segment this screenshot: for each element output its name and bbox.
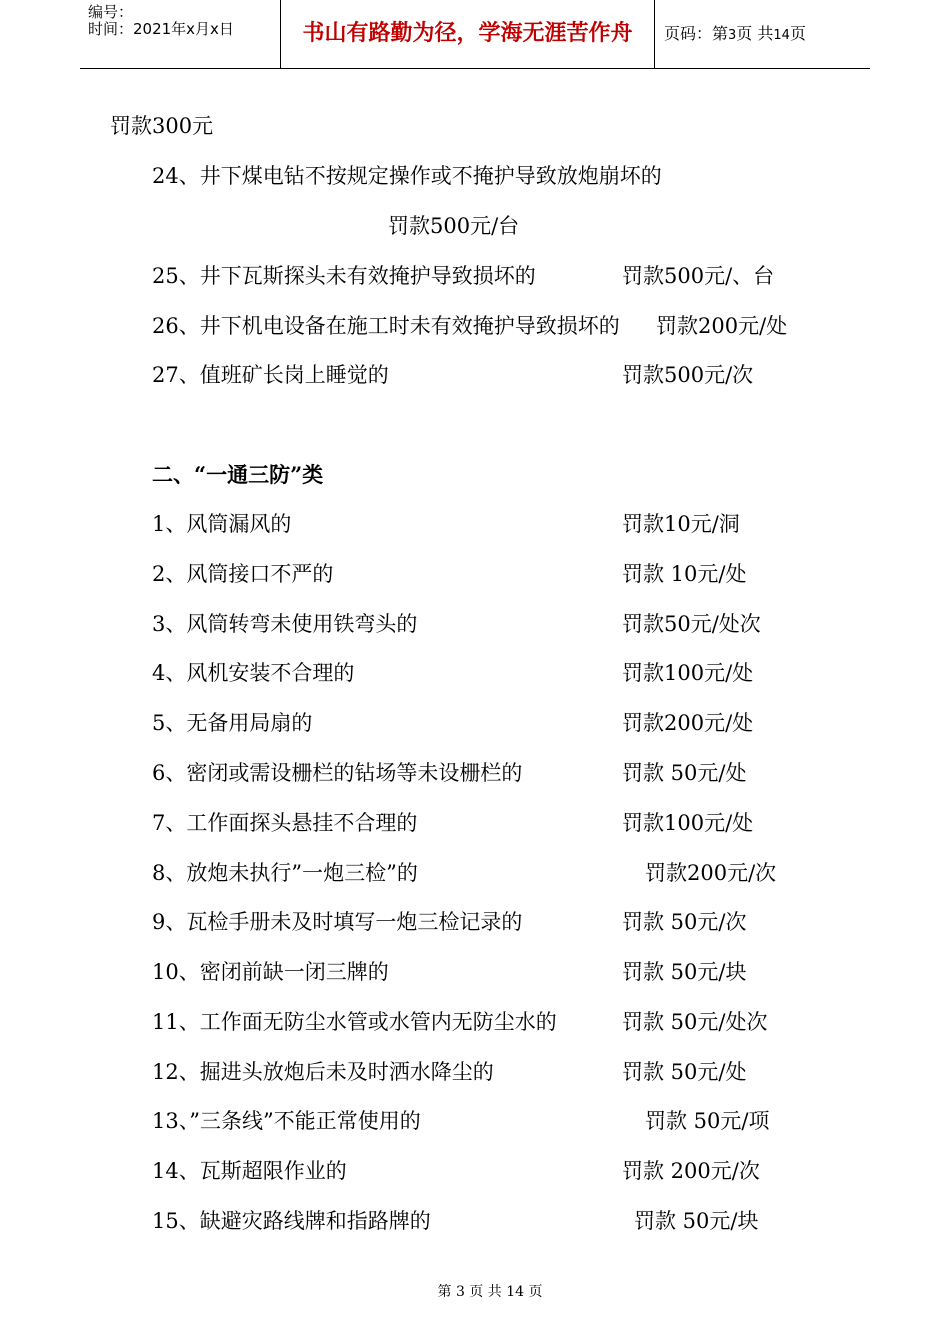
vent-item-8-text: 8、放炮未执行”一炮三检”的 bbox=[152, 861, 418, 885]
vent-item-10-text: 10、密闭前缺一闭三牌的 bbox=[152, 960, 389, 984]
page-prefix: 页码：第 bbox=[664, 24, 729, 43]
vent-item-1-fine: 罚款10元/洞 bbox=[622, 512, 740, 536]
vent-item-2-text: 2、风筒接口不严的 bbox=[152, 562, 334, 586]
vent-item-9-text: 9、瓦检手册未及时填写一炮三检记录的 bbox=[152, 910, 523, 934]
page-mid: 页 共 bbox=[736, 24, 774, 43]
vent-item-5-fine: 罚款200元/处 bbox=[622, 711, 754, 735]
rule-item-27-text: 27、值班矿长岗上睡觉的 bbox=[152, 363, 389, 387]
vent-item-15-fine: 罚款 50元/块 bbox=[634, 1209, 759, 1233]
vent-item-6-fine: 罚款 50元/处 bbox=[622, 761, 747, 785]
time-label: 时间：2021年x月x日 bbox=[88, 20, 234, 38]
section-title: 二、“一通三防”类 bbox=[152, 462, 324, 487]
vent-item-5-text: 5、无备用局扇的 bbox=[152, 711, 313, 735]
vent-item-12-text: 12、掘进头放炮后未及时洒水降尘的 bbox=[152, 1060, 494, 1084]
vent-item-6-text: 6、密闭或需设栅栏的钻场等未设栅栏的 bbox=[152, 761, 523, 785]
vent-item-7-fine: 罚款100元/处 bbox=[622, 811, 754, 835]
vent-item-11-fine: 罚款 50元/处次 bbox=[622, 1010, 768, 1034]
page-suffix: 页 bbox=[789, 24, 806, 43]
rule-item-27-fine: 罚款500元/次 bbox=[622, 363, 754, 387]
vent-item-7-text: 7、工作面探头悬挂不合理的 bbox=[152, 811, 418, 835]
vent-item-3-text: 3、风筒转弯未使用铁弯头的 bbox=[152, 612, 418, 636]
rule-item-25-fine: 罚款500元/、台 bbox=[622, 264, 775, 288]
vent-item-8-fine: 罚款200元/次 bbox=[645, 861, 777, 885]
vent-item-3-fine: 罚款50元/处次 bbox=[622, 612, 761, 636]
vent-item-11-text: 11、工作面无防尘水管或水管内无防尘水的 bbox=[152, 1010, 557, 1034]
page-header bbox=[80, 0, 870, 69]
vent-item-4-fine: 罚款100元/处 bbox=[622, 661, 754, 685]
vent-item-13-fine: 罚款 50元/项 bbox=[645, 1109, 770, 1133]
vent-item-14-text: 14、瓦斯超限作业的 bbox=[152, 1159, 347, 1183]
rule-item-24-fine: 罚款500元/台 bbox=[388, 214, 520, 238]
rule-item-24-text: 24、井下煤电钻不按规定操作或不掩护导致放炮崩坏的 bbox=[152, 164, 662, 188]
number-label: 编号： bbox=[88, 3, 134, 21]
carry-over-fine: 罚款300元 bbox=[110, 114, 214, 138]
page-total: 14 bbox=[773, 28, 790, 43]
vent-item-2-fine: 罚款 10元/处 bbox=[622, 562, 747, 586]
header-meta bbox=[80, 0, 281, 68]
vent-item-10-fine: 罚款 50元/块 bbox=[622, 960, 747, 984]
vent-item-15-text: 15、缺避灾路线牌和指路牌的 bbox=[152, 1209, 431, 1233]
header-page-info bbox=[655, 0, 870, 68]
vent-item-4-text: 4、风机安装不合理的 bbox=[152, 661, 355, 685]
page-current: 3 bbox=[728, 28, 737, 43]
rule-item-25-text: 25、井下瓦斯探头未有效掩护导致损坏的 bbox=[152, 264, 536, 288]
vent-item-14-fine: 罚款 200元/次 bbox=[622, 1159, 760, 1183]
vent-item-1-text: 1、风筒漏风的 bbox=[152, 512, 292, 536]
vent-item-9-fine: 罚款 50元/次 bbox=[622, 910, 747, 934]
rule-item-26-fine: 罚款200元/处 bbox=[656, 314, 788, 338]
vent-item-13-text: 13、”三条线”不能正常使用的 bbox=[152, 1109, 421, 1133]
rule-item-26-text: 26、井下机电设备在施工时未有效掩护导致损坏的 bbox=[152, 314, 620, 338]
vent-item-12-fine: 罚款 50元/处 bbox=[622, 1060, 747, 1084]
header-motto: 书山有路勤为径，学海无涯苦作舟 bbox=[281, 0, 655, 68]
page-footer: 第 3 页 共 14 页 bbox=[437, 1284, 543, 1300]
